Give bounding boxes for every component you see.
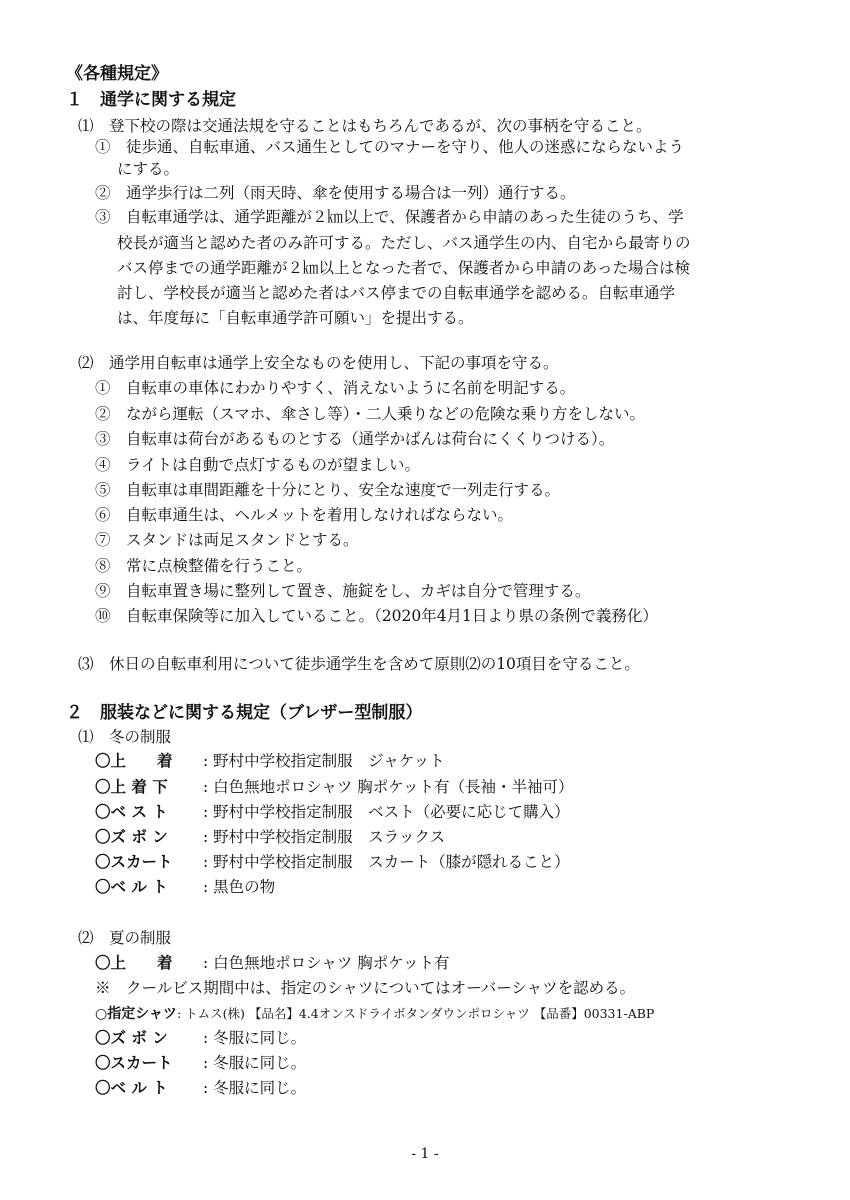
section-1-heading: １ 通学に関する規定 <box>66 90 236 110</box>
summer-row-top <box>95 953 450 973</box>
s1-p1-item-2: ② 通学歩行は二列（雨天時、傘を使用する場合は一列）通行する。 <box>95 184 576 202</box>
row-value: : 野村中学校指定制服 ベスト（必要に応じて購入） <box>203 803 570 821</box>
s1-p1-item-1: ① 徒歩通、自転車通、バス通生としてのマナーを守り、他人の迷惑にならないよう <box>95 138 685 156</box>
winter-row-skirt <box>95 852 570 872</box>
row-value: : 冬服に同じ。 <box>203 1079 307 1097</box>
row-value: : 白色無地ポロシャツ 胸ポケット有 <box>203 954 450 972</box>
list-item: ② ながら運転（スマホ、傘さし等）・二人乗りなどの危険な乗り方をしない。 <box>95 405 645 423</box>
list-item: ⑧ 常に点検整備を行うこと。 <box>95 557 313 575</box>
winter-row-jacket <box>95 751 445 771</box>
list-item: ⑥ 自転車通生は、ヘルメットを着用しなければならない。 <box>95 506 514 524</box>
s1-p1-item-3-cont-4: は、年度毎に「自転車通学許可願い」を提出する。 <box>117 309 474 327</box>
s1-p1-item-3-cont-2: バス停までの通学距離が２㎞以上となった者で、保護者から申請のあった場合は検 <box>117 259 691 277</box>
s1-p3: ⑶ 休日の自転車利用について徒歩通学生を含めて原則⑵の10項目を守ること。 <box>78 655 640 673</box>
s1-p2-lead: ⑵ 通学用自転車は通学上安全なものを使用し、下記の事項を守る。 <box>78 354 559 372</box>
row-label: 〇スカート <box>95 853 173 871</box>
row-label: 〇ベ ス ト <box>95 803 168 821</box>
s1-p1-item-1-cont: にする。 <box>117 160 180 178</box>
row-label: 〇ズ ボ ン <box>95 828 168 846</box>
row-value: : 野村中学校指定制服 スラックス <box>203 828 446 846</box>
list-item: ③ 自転車は荷台があるものとする（通学かばんは荷台にくくりつける）。 <box>95 430 615 448</box>
section-2-heading: ２ 服装などに関する規定（ブレザー型制服） <box>66 703 423 723</box>
winter-row-trousers <box>95 827 445 847</box>
s1-p1-lead: ⑴ 登下校の際は交通法規を守ることはもちろんであるが、次の事柄を守ること。 <box>78 117 652 135</box>
document-title: 《各種規定》 <box>66 64 168 84</box>
s1-p1-item-3-cont-3: 討し、学校長が適当と認めた者はバス停までの自転車通学を認める。自転車通学 <box>117 284 676 302</box>
row-label: 〇ベ ル ト <box>95 1079 168 1097</box>
summer-row-designated-shirt <box>95 1003 654 1024</box>
row-value: : 冬服に同じ。 <box>203 1029 307 1047</box>
winter-row-vest <box>95 802 570 822</box>
row-value: : 冬服に同じ。 <box>203 1054 307 1072</box>
row-label: 〇ベ ル ト <box>95 878 168 896</box>
row-label: 〇上 着 下 <box>95 778 168 796</box>
row-label: 〇上 着 <box>95 954 173 972</box>
row-value: : トムス(株) 【品名】4.4オンスドライボタンダウンポロシャツ 【品番】00331‐ABP <box>176 1006 655 1021</box>
row-label: 〇ズ ボ ン <box>95 1029 168 1047</box>
row-value: : 野村中学校指定制服 スカート（膝が隠れること） <box>203 853 570 871</box>
summer-row-skirt <box>95 1053 306 1073</box>
winter-row-belt <box>95 877 275 897</box>
row-value: : 野村中学校指定制服 ジャケット <box>203 752 445 770</box>
summer-row-belt <box>95 1078 306 1098</box>
list-item: ⑤ 自転車は車間距離を十分にとり、安全な速度で一列走行する。 <box>95 481 561 499</box>
winter-row-shirt <box>95 777 574 797</box>
summer-coolbiz-note: ※ クールビス期間中は、指定のシャツについてはオーバーシャツを認める。 <box>95 979 636 997</box>
row-label: 〇スカート <box>95 1054 173 1072</box>
page-number: - 1 - <box>411 1146 439 1162</box>
s1-p1-item-3-cont-1: 校長が適当と認めた者のみ許可する。ただし、バス通学生の内、自宅から最寄りの <box>117 234 691 252</box>
list-item: ⑦ スタンドは両足スタンドとする。 <box>95 531 359 549</box>
list-item: ⑩ 自転車保険等に加入していること。（2020年4月1日より県の条例で義務化） <box>95 607 658 625</box>
list-item: ① 自転車の車体にわかりやすく、消えないように名前を明記する。 <box>95 379 576 397</box>
s1-p1-item-3: ③ 自転車通学は、通学距離が２㎞以上で、保護者から申請のあった生徒のうち、学 <box>95 208 684 226</box>
row-label: ○指定シャツ <box>95 1006 177 1022</box>
list-item: ⑨ 自転車置き場に整列して置き、施錠をし、カギは自分で管理する。 <box>95 582 591 600</box>
list-item: ④ ライトは自動で点灯するものが望ましい。 <box>95 456 421 474</box>
winter-uniform-lead: ⑴ 冬の制服 <box>78 728 172 746</box>
summer-row-trousers <box>95 1028 306 1048</box>
row-value: : 白色無地ポロシャツ 胸ポケット有（長袖・半袖可） <box>203 778 574 796</box>
summer-uniform-lead: ⑵ 夏の制服 <box>78 929 172 947</box>
row-label: 〇上 着 <box>95 752 173 770</box>
row-value: : 黒色の物 <box>203 878 276 896</box>
